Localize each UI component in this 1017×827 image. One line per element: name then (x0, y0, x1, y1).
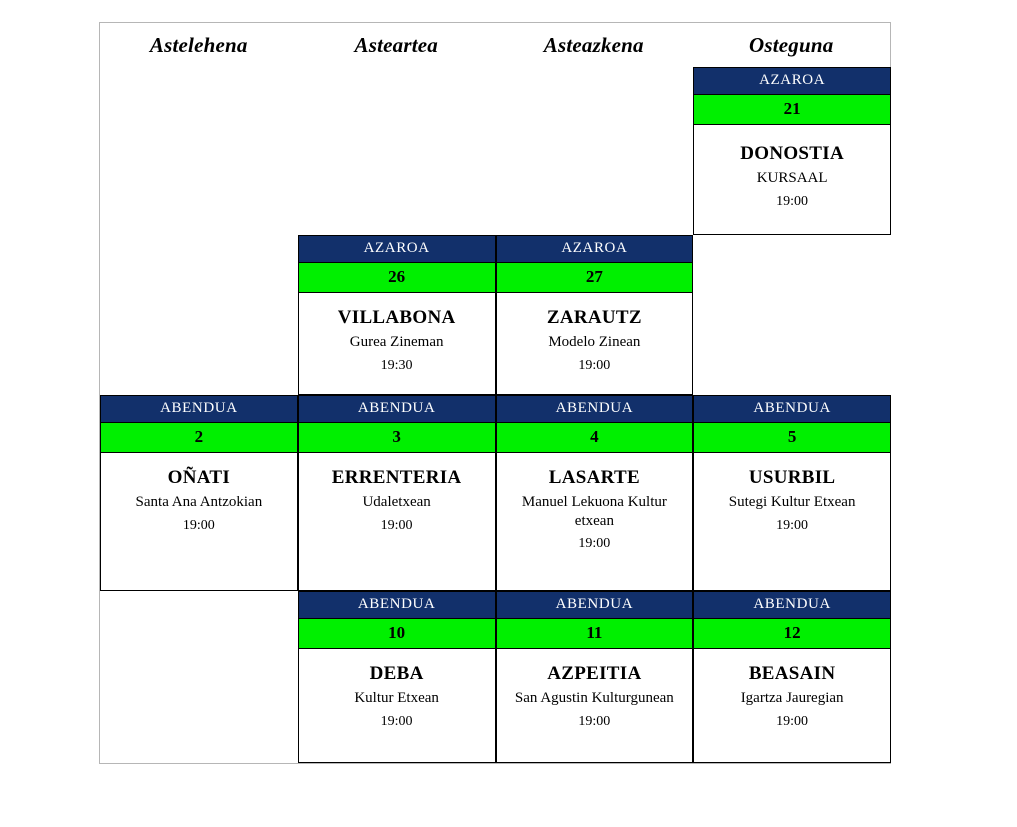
event-details (299, 649, 495, 740)
event-city: ERRENTERIA (331, 467, 462, 488)
event-venue: Manuel Lekuona Kultur etxean (521, 493, 667, 529)
event-city: USURBIL (748, 467, 836, 488)
event-time: 19:00 (182, 517, 215, 533)
month-label: AZAROA (299, 236, 495, 263)
day-number: 21 (694, 95, 890, 125)
event-details (694, 125, 890, 220)
month-label: AZAROA (694, 68, 890, 95)
day-number: 3 (299, 423, 495, 453)
day-number: 5 (694, 423, 890, 453)
event-details (694, 453, 890, 544)
day-cell-empty (100, 235, 298, 395)
day-cell-event[interactable] (693, 591, 891, 763)
day-number: 26 (299, 263, 495, 293)
event-time: 19:30 (380, 357, 413, 373)
calendar-grid (99, 67, 891, 764)
month-label: ABENDUA (101, 396, 297, 423)
calendar-week-row (100, 591, 891, 763)
month-label: ABENDUA (694, 396, 890, 423)
day-cell-event[interactable] (693, 395, 891, 591)
weekday-header-tuesday: Asteartea (354, 32, 438, 57)
month-label: AZAROA (497, 236, 693, 263)
event-time: 19:00 (578, 713, 611, 729)
day-cell-empty (693, 235, 891, 395)
event-venue: Gurea Zineman (349, 333, 444, 350)
month-label: ABENDUA (497, 396, 693, 423)
day-cell-event[interactable] (100, 395, 298, 591)
event-venue: Modelo Zinean (548, 333, 641, 350)
day-cell-event[interactable] (298, 395, 496, 591)
day-number: 12 (694, 619, 890, 649)
event-venue: Sutegi Kultur Etxean (728, 493, 856, 510)
event-details (299, 453, 495, 544)
day-cell-event[interactable] (496, 591, 694, 763)
event-venue: Santa Ana Antzokian (135, 493, 263, 510)
weekday-header-row (99, 22, 891, 67)
weekday-header-wednesday: Asteazkena (543, 32, 644, 57)
day-cell-event[interactable] (693, 67, 891, 235)
event-time: 19:00 (776, 517, 809, 533)
tour-calendar (99, 22, 891, 764)
event-details (694, 649, 890, 740)
day-cell-empty (100, 591, 298, 763)
month-label: ABENDUA (299, 396, 495, 423)
day-cell-empty (298, 67, 496, 235)
event-time: 19:00 (380, 517, 413, 533)
event-details (497, 453, 693, 562)
calendar-week-row (100, 395, 891, 591)
event-city: BEASAIN (748, 663, 836, 684)
day-cell-empty (100, 67, 298, 235)
event-time: 19:00 (578, 357, 611, 373)
month-label: ABENDUA (497, 592, 693, 619)
event-venue: Udaletxean (362, 493, 431, 510)
event-city: ZARAUTZ (546, 307, 642, 328)
day-number: 27 (497, 263, 693, 293)
weekday-header-monday: Astelehena (149, 32, 248, 57)
event-details (497, 649, 693, 740)
day-cell-event[interactable] (496, 395, 694, 591)
weekday-header-thursday: Osteguna (749, 32, 834, 57)
event-details (299, 293, 495, 384)
event-venue: San Agustin Kulturgunean (514, 689, 674, 706)
event-details (497, 293, 693, 384)
event-city: AZPEITIA (547, 663, 642, 684)
event-city: VILLABONA (337, 307, 456, 328)
month-label: ABENDUA (694, 592, 890, 619)
event-details (101, 453, 297, 544)
day-number: 2 (101, 423, 297, 453)
month-label: ABENDUA (299, 592, 495, 619)
event-venue: Kultur Etxean (354, 689, 439, 706)
event-venue: KURSAAL (756, 169, 828, 186)
event-city: DONOSTIA (740, 143, 844, 164)
event-time: 19:00 (380, 713, 413, 729)
day-cell-event[interactable] (298, 591, 496, 763)
calendar-week-row (100, 235, 891, 395)
day-number: 11 (497, 619, 693, 649)
event-time: 19:00 (776, 713, 809, 729)
event-time: 19:00 (776, 193, 809, 209)
calendar-week-row (100, 67, 891, 235)
day-cell-event[interactable] (298, 235, 496, 395)
event-city: LASARTE (548, 467, 640, 488)
event-city: DEBA (369, 663, 424, 684)
day-number: 10 (299, 619, 495, 649)
event-time: 19:00 (578, 536, 611, 552)
day-cell-empty (496, 67, 694, 235)
day-cell-event[interactable] (496, 235, 694, 395)
day-number: 4 (497, 423, 693, 453)
event-city: OÑATI (167, 467, 231, 488)
event-venue: Igartza Jauregian (740, 689, 844, 706)
